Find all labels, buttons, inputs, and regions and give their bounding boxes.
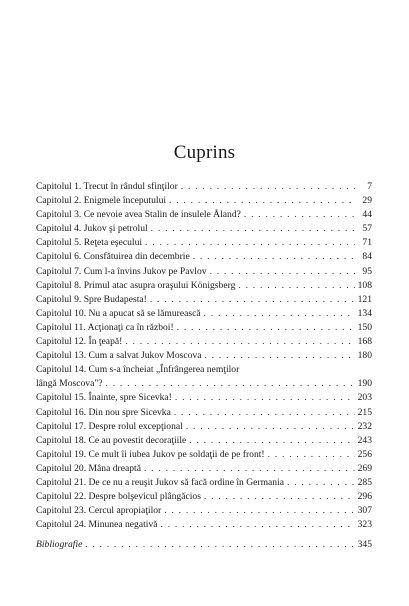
leader-dots: [125, 335, 354, 349]
toc-entry-8: [36, 279, 372, 293]
toc-entry-6: [36, 250, 372, 264]
toc-entry-page: 57: [362, 223, 372, 235]
toc-entry-page: 243: [357, 434, 372, 446]
toc-entry-13: [36, 349, 372, 363]
toc-entry-12: [36, 335, 372, 349]
leader-dots: [189, 434, 354, 448]
toc-entry-19: [36, 448, 372, 462]
toc-entry-page: 168: [357, 336, 372, 348]
toc-entry-page: 95: [362, 265, 372, 277]
toc-entry-label: Capitolul 23. Cercul apropiaţilor: [36, 505, 162, 517]
toc-entry-11: [36, 321, 372, 335]
toc-entry-14: [36, 363, 372, 391]
toc-entry-label: Capitolul 6. Consfătuirea din decembrie: [36, 251, 190, 263]
toc-entry-page: 44: [362, 209, 372, 221]
toc-entry-label: Capitolul 3. Ce nevoie avea Stalin de insulele Åland?: [36, 209, 241, 221]
toc-entry-label: Capitolul 17. Despre rolul excepţional: [36, 420, 183, 432]
toc-entry-label: Capitolul 15. Înainte, spre Sicevka!: [36, 392, 172, 404]
leader-dots: [193, 250, 355, 264]
toc-entry-22: [36, 490, 372, 504]
toc-entry-label: Capitolul 4. Jukov şi petrolul: [36, 223, 148, 235]
toc-entry-label: Capitolul 16. Din nou spre Sicevka: [36, 406, 171, 418]
toc-entry-16: [36, 406, 372, 420]
toc-entry-page: 71: [362, 237, 372, 249]
toc-entry-page: 203: [357, 392, 372, 404]
leader-dots: [186, 420, 355, 434]
toc-entry-page: 345: [357, 539, 372, 551]
toc-entry-17: [36, 420, 372, 434]
toc-entry-label: Capitolul 24. Minunea negativă: [36, 519, 158, 531]
leader-dots: [145, 236, 355, 250]
toc-entry-20: [36, 462, 372, 476]
toc-entry-21: [36, 476, 372, 490]
leader-dots: [106, 377, 355, 391]
leader-dots: [204, 307, 355, 321]
toc-entry-24: [36, 518, 372, 532]
toc-entry-label: Capitolul 22. Despre bolşevicul plângăcios: [36, 491, 201, 503]
toc-entry-label: Capitolul 19. Ce mult îi iubea Jukov pe soldaţii de pe front!: [36, 448, 265, 460]
toc-entry-label: Capitolul 10. Nu a apucat să se lămurească: [36, 307, 201, 319]
page-title: Cuprins: [173, 142, 236, 163]
toc-entry-page: 84: [362, 251, 372, 263]
toc-entry-bibliography: [36, 538, 372, 552]
leader-dots: [144, 462, 355, 476]
leader-dots: [161, 518, 355, 532]
leader-dots: [268, 448, 355, 462]
toc-entry-page: 215: [357, 406, 372, 418]
toc-entry-page: 108: [357, 279, 372, 291]
toc-entry-3: [36, 208, 372, 222]
toc-entry-label: Capitolul 9. Spre Budapesta!: [36, 293, 147, 305]
toc-entry-label: Bibliografie: [36, 539, 83, 551]
toc-entry-label: Capitolul 8. Primul atac asupra oraşului Königsberg: [36, 279, 236, 291]
toc-entry-label: Capitolul 14. Cum s-a încheiat „Înfrângerea nemţilor: [36, 364, 240, 376]
toc-entry-page: 296: [357, 491, 372, 503]
toc-entry-label: Capitolul 21. De ce nu a reuşit Jukov să facă ordine în Germania: [36, 476, 285, 488]
toc-entry-15: [36, 391, 372, 405]
toc-entry-5: [36, 236, 372, 250]
toc-entry-label: Capitolul 18. Ce au povestit decoraţiile: [36, 434, 187, 446]
toc-entry-label: Capitolul 13. Cum a salvat Jukov Moscova: [36, 350, 202, 362]
toc-entry-1: [36, 180, 372, 194]
leader-dots: [238, 279, 354, 293]
toc-entry-label: Capitolul 11. Acţionaţi ca în război!: [36, 321, 174, 333]
toc-entry-9: [36, 293, 372, 307]
toc-entry-page: 232: [357, 420, 372, 432]
toc-entry-page: 256: [357, 448, 372, 460]
leader-dots: [150, 293, 355, 307]
toc-entry-page: 150: [357, 321, 372, 333]
toc-entry-page: 121: [357, 293, 372, 305]
toc-entry-label: Capitolul 2. Enigmele începutului: [36, 195, 167, 207]
toc-entry-page: 285: [357, 476, 372, 488]
toc-entry-page: 323: [357, 519, 372, 531]
toc-entry-label: Capitolul 12. În ţeapă!: [36, 336, 123, 348]
leader-dots: [85, 538, 354, 552]
leader-dots: [181, 180, 355, 194]
leader-dots: [174, 406, 355, 420]
toc-entry-label: Capitolul 1. Trecut în rândul sfinţilor: [36, 181, 178, 192]
toc-entry-page: 269: [357, 462, 372, 474]
leader-dots: [204, 490, 355, 504]
leader-dots: [169, 194, 355, 208]
toc-entry-label: Capitolul 20. Mâna dreaptă: [36, 462, 141, 474]
leader-dots: [177, 321, 355, 335]
toc-entry-2: [36, 194, 372, 208]
leader-dots: [151, 222, 355, 236]
toc-entry-18: [36, 434, 372, 448]
leader-dots: [175, 391, 355, 405]
toc-entry-23: [36, 504, 372, 518]
toc-entry-10: [36, 307, 372, 321]
toc-entry-page: 180: [357, 350, 372, 362]
leader-dots: [204, 349, 354, 363]
toc-entry-label: Capitolul 7. Cum l-a învins Jukov pe Pavlov: [36, 265, 207, 277]
toc-entry-page: 307: [357, 505, 372, 517]
leader-dots: [244, 208, 355, 222]
toc-entry-page: 29: [362, 195, 372, 207]
toc-entry-page: 7: [367, 181, 372, 192]
toc-entry-page: 190: [357, 378, 372, 390]
leader-dots: [287, 476, 355, 490]
leader-dots: [164, 504, 354, 518]
toc-entry-label: Capitolul 5. Reţeta eşecului: [36, 237, 143, 249]
toc-entry-label-continued: lângă Moscova"?: [36, 378, 103, 390]
leader-dots: [210, 265, 355, 279]
toc-entry-7: [36, 265, 372, 279]
table-of-contents: [36, 180, 372, 552]
toc-entry-page: 134: [357, 307, 372, 319]
toc-entry-4: [36, 222, 372, 236]
